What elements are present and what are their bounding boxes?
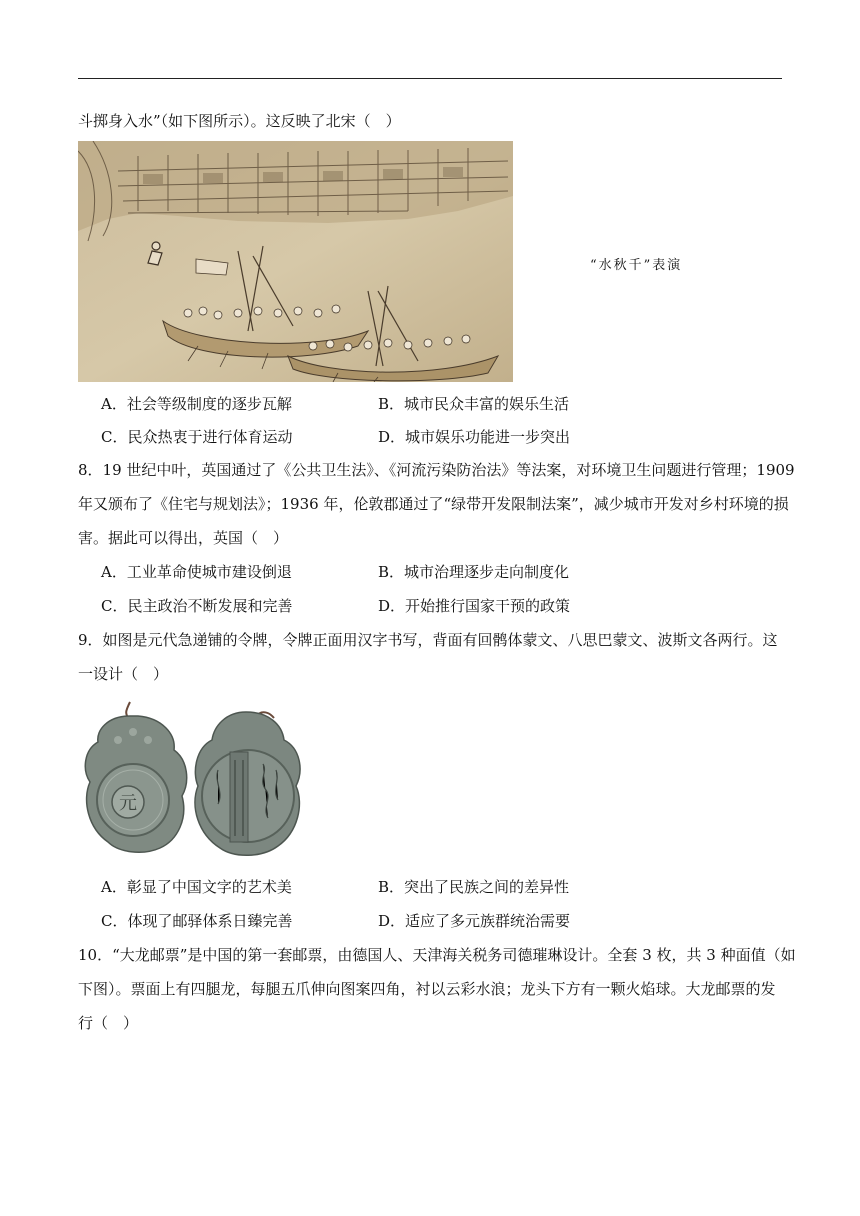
q9-option-d: D．适应了多元族群统治需要 (378, 912, 571, 930)
q9-token-character: 元 (119, 793, 137, 814)
q8-stem-line-2: 年又颁布了《住宅与规划法》；1936 年，伦敦郡通过了“绿带开发限制法案”，减少城市开发对乡村环境的损 (78, 495, 789, 513)
q7-figure-caption: “水秋千”表演 (590, 258, 683, 273)
q10-stem-line-3: 行（ ） (78, 1014, 139, 1032)
q8-stem-line-1: 8．19 世纪中叶，英国通过了《公共卫生法》、《河流污染防治法》等法案，对环境卫生问题进行管理；1909 (78, 461, 795, 479)
q8-option-d: D．开始推行国家干预的政策 (378, 597, 571, 615)
q7-stem: 斗掷身入水”（如下图所示）。这反映了北宋（ ） (78, 112, 401, 130)
q9-option-c: C．体现了邮驿体系日臻完善 (101, 912, 293, 930)
q8-option-c: C．民主政治不断发展和完善 (101, 597, 293, 615)
header-rule (78, 78, 782, 79)
q8-option-a: A．工业革命使城市建设倒退 (101, 563, 292, 581)
q7-option-a: A．社会等级制度的逐步瓦解 (101, 395, 292, 413)
yuan-token-icon (78, 700, 305, 860)
q7-option-d: D．城市娱乐功能进一步突出 (378, 428, 571, 446)
water-swing-painting-icon (78, 141, 513, 382)
q10-stem-line-1: 10．“大龙邮票”是中国的第一套邮票，由德国人、天津海关税务司德璀琳设计。全套 3 枚，共 3 种面值（如 (78, 946, 796, 964)
q9-stem-line-2: 一设计（ ） (78, 665, 169, 683)
q7-option-c: C．民众热衷于进行体育运动 (101, 428, 293, 446)
q10-stem-line-2: 下图）。票面上有四腿龙，每腿五爪伸向图案四角，衬以云彩水浪；龙头下方有一颗火焰球。大龙邮票的发 (78, 980, 776, 998)
q9-stem-line-1: 9．如图是元代急递铺的令牌，令牌正面用汉字书写，背面有回鹘体蒙文、八思巴蒙文、波斯文各两行。这 (78, 631, 778, 649)
q8-option-b: B．城市治理逐步走向制度化 (378, 563, 570, 581)
q9-option-a: A．彰显了中国文字的艺术美 (101, 878, 292, 896)
q7-painting-image (78, 141, 513, 382)
q8-stem-line-3: 害。据此可以得出，英国（ ） (78, 529, 289, 547)
q9-option-b: B．突出了民族之间的差异性 (378, 878, 570, 896)
q9-token-image (78, 700, 305, 860)
q7-option-b: B．城市民众丰富的娱乐生活 (378, 395, 570, 413)
